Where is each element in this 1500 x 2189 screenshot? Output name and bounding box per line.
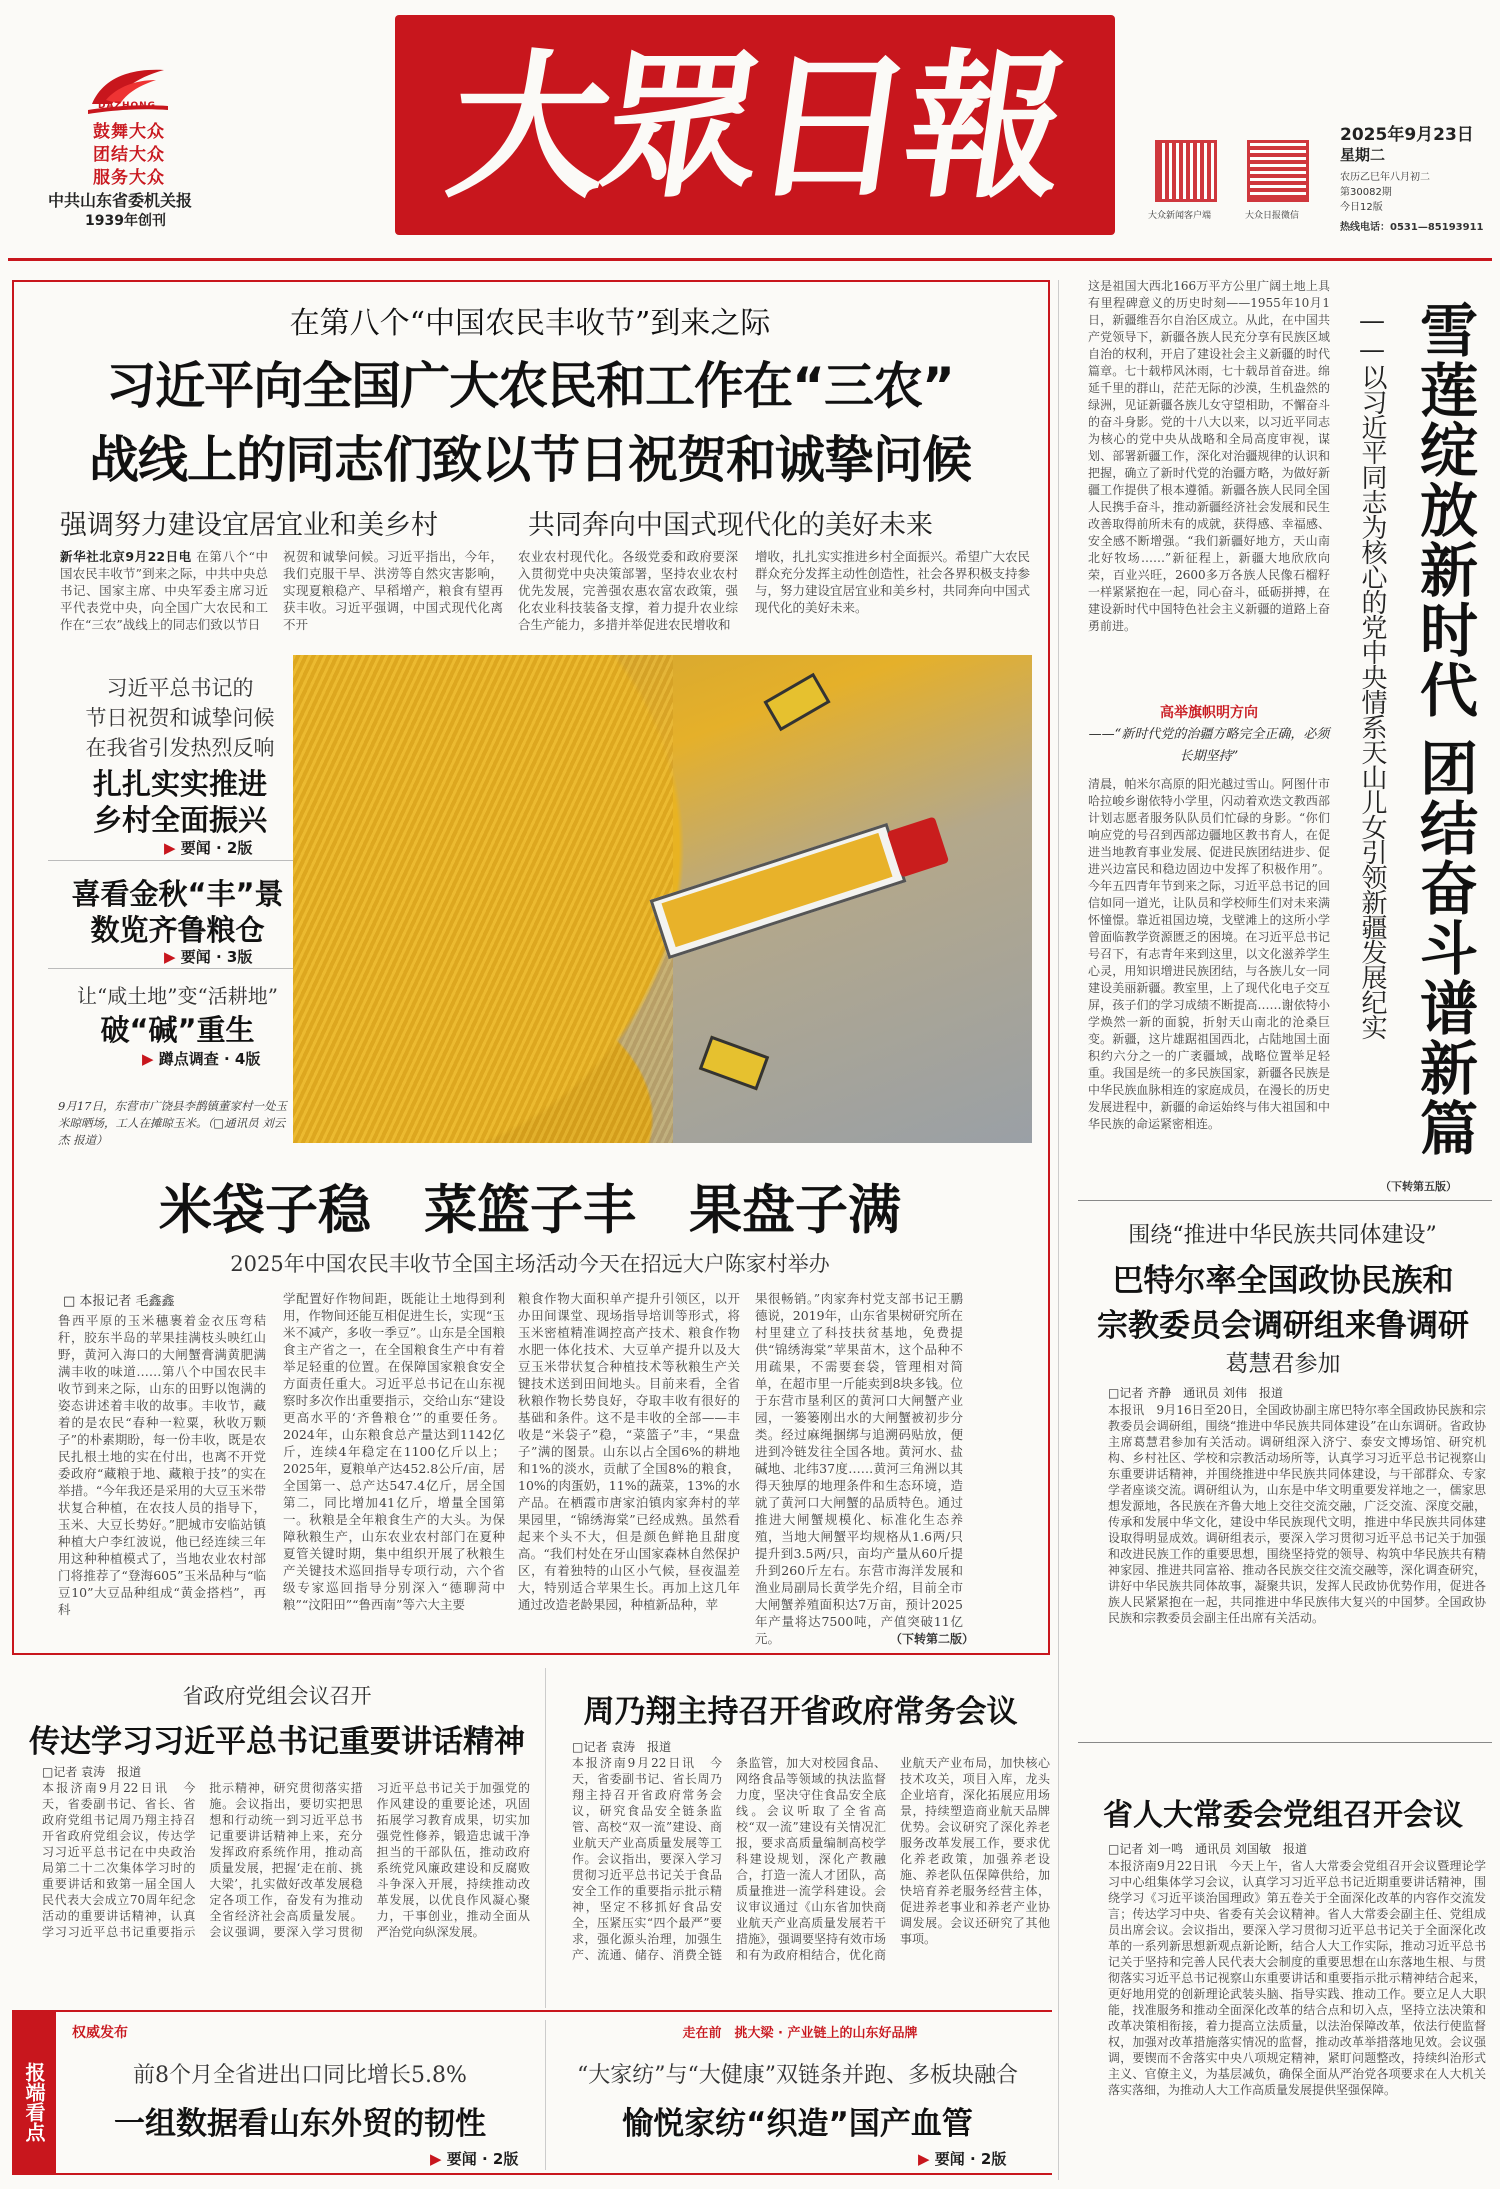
slogan-3: 服务大众 bbox=[93, 168, 165, 188]
cppcc-headline-1: 巴特尔率全国政协民族和 bbox=[1112, 1263, 1454, 1299]
lead-body-col-4: 增收，扎扎实实推进乡村全面振兴。希望广大农民群众充分发挥主动性创造性，社会各界积极支持参与，努力建设宜居宜业和美乡村，共同奔向中国式现代化的美好未来。 bbox=[755, 549, 1031, 615]
qr-code-app bbox=[1155, 140, 1217, 202]
cppcc-body: 本报讯 9月16日至20日，全国政协副主席巴特尔率全国政协民族和宗教委员会调研组，围绕“推进中华民族共同体建设”在山东调研。省政协主席葛慧君参加有关活动。调研组深入济宁、泰安文博场馆、研究机构、乡村社区、学校和宗教活动场所等，认真学习习近平总书记视察山东重要讲话精神，并围绕推进中华民族共同体建设，与干部群众、专家学者座谈交流。调研组认为，山东是中华文明重要发祥地之一，儒家思想发源地，各民族在齐鲁大地上交往交流交融，广泛交流、深度交融，传承和发展中华文化，建设中华民族现代文明，推进中华民族共同体建设取得明显成效。调研组表示，要深入学习贯彻习近平总书记关于加强和改进民族工作的重要思想，围绕坚持党的领导、构筑中华民族共有精神家园、推进共同富裕、推动各民族交往交流交融等，深化调查研究，讲好中华民族共同体故事，凝聚共识，发挥人民政协优势作用，促进各族人民紧紧抱在一起，共同推进中华民族伟大复兴的中国梦。全国政协民族和宗教委员会副主任出席有关活动。 bbox=[1108, 1403, 1486, 1625]
cppcc-byline: □记者 齐静 通讯员 刘伟 报道 bbox=[1108, 1386, 1283, 1400]
xinjiang-col-top: 这是祖国大西北166万平方公里广阔土地上具有里程碑意义的历史时刻——1955年10月1日，新疆维吾尔自治区成立。从此，在中国共产党领导下，新疆各族人民充分享有民族区域自治的权利，开启了建设社会主义新疆的时代篇章。七十载栉风沐雨，七十载昂首奋进。绵延千里的群山，茫茫无际的沙漠，生机盎然的绿洲，见证新疆各族儿女守望相助，不懈奋斗的奋斗身影。党的十八大以来，以习近平同志为核心的党中央从战略和全局高度审视，谋划、部署新疆工作，深化对治疆规律的认识和把握，确立了新时代党的治疆方略，为做好新疆工作提供了根本遵循。新疆各族人民同全国人民携手奋斗，推动新疆经济社会发展和民生改善取得前所未有的成就，获得感、幸福感、安全感不断增强。“我们新疆好地方，天山南北好牧场……”新征程上，新疆大地欣欣向荣，百业兴旺，2600多万各族人民像石榴籽一样紧紧抱在一起，同心奋斗，砥砺拼搏，在建设新时代中国特色社会主义新疆的道路上奋勇前进。 bbox=[1088, 279, 1330, 633]
lead-body-col-1: 新华社北京9月22日电 在第八个“中国农民丰收节”到来之际，中共中央总书记、国家主席、中央军委主席习近平代表党中央，向全国广大农民和工作在“三农”战线上的同志们致以节日 bbox=[60, 549, 269, 632]
harvest-photo bbox=[293, 655, 1032, 1143]
npc-top-rule bbox=[1078, 1742, 1492, 1743]
lead-body-col-2: 祝贺和诚挚问候。习近平指出，今年，我们克服干旱、洪涝等自然灾害影响，实现夏粮稳产、早稻增产，粮食有望再获丰收。习近平强调，中国式现代化离不开 bbox=[283, 549, 503, 632]
xinjiang-title-a: 雪莲绽放新时代 bbox=[1410, 300, 1478, 720]
issue-number: 第30082期 bbox=[1340, 187, 1392, 198]
harvest-col-2: 学配置好作物间距，既能让土地得到利用，作物间还能互相促进生长，实现“玉米不减产，多收一季豆”。山东是全国粮食主产省之一，在全国粮食生产中有着举足轻重的位置。在保障国家粮食安全方面责任重大。习近平总书记在山东视察时多次作出重要指示，交给山东“建设更高水平的‘齐鲁粮仓’”的重要任务。2024年，山东粮食总产量达到1142亿斤，连续4年稳定在1100亿斤以上；2025年，夏粮单产达452.8公斤/亩，居全国第一、总产达547.4亿斤，居全国第二，同比增加41亿斤，增量全国第一。秋粮是全年粮食生产的大头。为保障秋粮生产，山东农业农村部门在夏种夏管关键时期，集中组织开展了秋粮生产关键技术巡回指导专项行动，六个省级专家巡回指导分别深入“德聊菏中粮”“汶阳田”“鲁西南”等六大主要 bbox=[283, 1291, 505, 1612]
bottom-right-ref[interactable]: ▶ 要闻 · 2版 bbox=[918, 2150, 1007, 2168]
xinjiang-section-head: 高举旗帜明方向 bbox=[1160, 705, 1258, 721]
lead-headline-1: 习近平向全国广大农民和工作在“三农” bbox=[106, 357, 954, 415]
sidebar-item1-head2: 乡村全面振兴 bbox=[92, 803, 267, 837]
cppcc-kicker: 围绕“推进中华民族共同体建设” bbox=[1128, 1223, 1437, 1248]
hotline: 热线电话：0531—85193911 bbox=[1340, 222, 1484, 233]
lead-dateline: 新华社北京9月22日电 bbox=[60, 549, 192, 564]
masthead-rule bbox=[8, 258, 1492, 261]
xinjiang-col-bottom: 清晨，帕米尔高原的阳光越过雪山。阿图什市哈拉峻乡谢依特小学里，闪动着欢迭文教西部计划志愿者服务队队员们忙碌的身影。“你们响应党的号召到西部边疆地区教书育人，在促进当地教育事业发展、促进民族团结进步、促进兴边富民和稳边固边中发挥了积极作用”。今年五四青年节到来之际，习近平总书记的回信如同一道光，让队员和学校师生们对未来满怀憧憬。靠近祖国边境，戈壁滩上的这所小学曾面临教学资源匮乏的困境。在习近平总书记号召下，有志青年来到这里，以文化滋养学生心灵，用知识增进民族团结，与各族儿女一同建设美丽新疆。教室里，上了现代化电子交互屏，孩子们的学习成绩不断提高……谢依特小学焕然一新的面貌，折射天山南北的沧桑巨变。新疆，这片雄踞祖国西北，占陆地国土面积约六分之一的广袤疆域，战略位置举足轻重。我国是统一的多民族国家，新疆各民族是中华民族血脉相连的家庭成员，在漫长的历史发展进程中，新疆的命运始终与伟大祖国和中华民族的命运紧密相连。 bbox=[1088, 777, 1330, 1131]
qr-label-wechat: 大众日报微信 bbox=[1245, 211, 1300, 221]
gov1-headline: 传达学习习近平总书记重要讲话精神 bbox=[29, 1724, 525, 1760]
sidebar-item1-head1: 扎扎实实推进 bbox=[92, 767, 267, 801]
gov1-kicker: 省政府党组会议召开 bbox=[182, 1684, 372, 1708]
sidebar-divider-2 bbox=[48, 968, 303, 969]
bottom-right-kicker: “大家纺”与“大健康”双链条并跑、多板块融合 bbox=[577, 2063, 1018, 2088]
xinjiang-bottom-rule bbox=[1078, 1200, 1492, 1201]
gov2-body: 本报济南9月22日讯 今天，省委副书记、省长周乃翔主持召开省政府常务会议，研究食品安全链条监管、高校“双一流”建设、商业航天产业高质量发展等工作。会议指出，要深入学习贯彻习近平总书记关于食品安全工作的重要指示批示精神，坚定不移抓好食品安全，压紧压实“四个最严”要求，强化源头治理，加强生产、流通、储存、消费全链条监管，加大对校园食品、网络食品等领域的执法监督力度，坚决守住食品安全底线。会议听取了全省高校“双一流”建设有关情况汇报，要求高质量编制高校学科建设规划，深化产教融合，打造一流人才团队，高质量推进一流学科建设。会议审议通过《山东省加快商业航天产业高质量发展若干措施》，强调要坚持有效市场和有为政府相结合，优化商业航天产业布局，加快核心技术攻关，项目入库，龙头企业培育，深化拓展应用场景，持续塑造商业航天品牌优势。会议研究了深化养老服务改革发展工作，要求优化养老政策，加强养老设施、养老队伍保障供给，加快培育养老服务经营主体，促进养老事业和养老产业协调发展。会议还研究了其他事项。 bbox=[572, 1756, 1050, 1962]
slogan-1: 鼓舞大众 bbox=[93, 122, 165, 142]
issue-weekday: 星期二 bbox=[1340, 146, 1386, 164]
slogan-2: 团结大众 bbox=[93, 145, 165, 165]
lead-headline-2: 战线上的同志们致以节日祝贺和诚挚问候 bbox=[89, 431, 971, 489]
lead-body-col-3: 农业农村现代化。各级党委和政府要深入贯彻党中央决策部署，坚持农业农村优先发展，完善强农惠农富农政策，强化农业科技装备支撑，着力提升农业综合生产能力，多措并举促进农民增收和 bbox=[518, 549, 738, 632]
harvest-col-1: 鲁西平原的玉米穗裹着金衣压弯秸秆，胶东半岛的苹果挂满枝头映红山野，黄河入海口的大闸蟹膏满黄肥满满丰收的味道……第八个中国农民丰收节到来之际，山东的田野以饱满的姿态讲述着丰收的故事。丰收节，藏着的是农民“春种一粒粟，秋收万颗子”的朴素期盼，每一份丰收，既是农民扎根土地的实在付出，也离不开党委政府“藏粮于地、藏粮于技”的实在举措。“今年我还是采用的大豆玉米带状复合种植，在农技人员的指导下，玉米、大豆长势好。”肥城市安临站镇种植大户李红波说，他已经连续三年用这种种植模式了，当地农业农村部门将推荐了“登海605”玉米品种与“临豆10”大豆品种组成“黄金搭档”，再科 bbox=[58, 1313, 266, 1617]
sidebar-item1-ref[interactable]: ▶ 要闻 · 2版 bbox=[164, 839, 253, 857]
gov2-headline: 周乃翔主持召开省政府常务会议 bbox=[583, 1694, 1018, 1730]
bottom-left-tag: 权威发布 bbox=[72, 2025, 128, 2041]
sidebar-item3-kicker: 让“咸土地”变“活耕地” bbox=[77, 984, 278, 1008]
lower-divider bbox=[545, 1668, 546, 2008]
corn-stripes bbox=[293, 655, 673, 1143]
gov1-byline: □记者 袁涛 报道 bbox=[42, 1765, 142, 1779]
gov1-body: 本报济南9月22日讯 今天，省委副书记、省长、省政府党组书记周乃翔主持召开省政府党组会议，传达学习习近平总书记在中央政治局第二十二次集体学习时的重要讲话和致第一届全国人民代表大会成立70周年纪念活动的重要讲话精神，认真学习习近平总书记重要指示批示精神，研究贯彻落实措施。会议指出，要切实把思想和行动统一到习近平总书记重要讲话精神上来，充分发挥政府系统作用，推动高质量发展，把握‘走在前、挑大梁’，扎实做好改革发展稳定各项工作，奋发有为推动全省经济社会高质量发展。会议强调，要深入学习贯彻习近平总书记关于加强党的作风建设的重要论述，巩固拓展学习教育成果，切实加强党性修养，锻造忠诚干净担当的干部队伍，推动政府系统党风廉政建设和反腐败斗争深入开展，持续推动改革发展，以优良作风凝心聚力，干事创业，推动全面从严治党向纵深发展。 bbox=[42, 1781, 530, 1939]
xinjiang-title-b: 团结奋斗谱新篇 bbox=[1410, 738, 1478, 1158]
sidebar-item1-line1: 习近平总书记的 bbox=[106, 676, 254, 700]
masthead bbox=[0, 0, 1500, 245]
bottom-left-kicker: 前8个月全省进出口同比增长5.8% bbox=[133, 2063, 467, 2088]
photo-caption: 9月17日，东营市广饶县李鹊镇董家村一处玉米晾晒场，工人在摊晾玉米。（□通讯员 刘云杰 报道） bbox=[58, 1099, 287, 1147]
sidebar-item3-head: 破“碱”重生 bbox=[100, 1013, 255, 1047]
qr-label-app: 大众新闻客户端 bbox=[1148, 211, 1212, 221]
gov2-byline: □记者 袁涛 报道 bbox=[572, 1740, 672, 1754]
lead-kicker: 在第八个“中国农民丰收节”到来之际 bbox=[289, 306, 771, 341]
lead-subhead-b: 共同奔向中国式现代化的美好未来 bbox=[528, 510, 933, 541]
sidebar-item2-head1: 喜看金秋“丰”景 bbox=[71, 877, 284, 911]
bottom-vertical-tag-text: 报端看点 bbox=[22, 2062, 46, 2142]
harvest-col-3: 粮食作物大面积单产提升引领区，以开办田间课堂、现场指导培训等形式，将玉米密植精准调控高产技术、粮食作物水肥一体化技术、大豆单产提升以及大豆玉米带状复合种植技术等秋粮生产关键技术送到田间地头。目前来看，全省秋粮作物长势良好，夺取丰收有很好的基础和条件。这不是丰收的全部——丰收是“米袋子”稳，“菜篮子”丰，“果盘子”满的图景。山东以占全国6%的耕地和1%的淡水，贡献了全国8%的粮食，10%的肉蛋奶，11%的蔬菜，13%的水产品。在栖霞市唐家泊镇肉家奔村的苹果园里，“锦绣海棠”已经成熟。虽然看起来个头不大，但是颜色鲜艳且甜度高。“我们村处在牙山国家森林自然保护区，有着独特的山区小气候，昼夜温差大，特别适合苹果生长。再加上这几年通过改造老龄果园，种植新品种，苹 bbox=[518, 1291, 740, 1612]
sidebar-item1-line2: 节日祝贺和诚挚问候 bbox=[85, 706, 275, 730]
xinjiang-subtitle: ——以习近平同志为核心的党中央情系天山儿女引领新疆发展纪实 bbox=[1357, 306, 1387, 1039]
newspaper-title-text: 大眾日報 bbox=[438, 35, 1073, 220]
sidebar-item1-line3: 在我省引发热烈反响 bbox=[85, 736, 275, 760]
qr-code-wechat bbox=[1247, 140, 1309, 202]
bottom-left-ref[interactable]: ▶ 要闻 · 2版 bbox=[430, 2150, 519, 2168]
npc-headline: 省人大常委会党组召开会议 bbox=[1103, 1798, 1463, 1833]
xinjiang-section-quote: ——“新时代党的治疆方略完全正确，必须长期坚持” bbox=[1088, 727, 1330, 764]
npc-body: 本报济南9月22日讯 今天上午，省人大常委会党组召开会议暨理论学习中心组集体学习会议，认真学习习近平总书记近期重要讲话精神，围绕学习《习近平谈治国理政》第五卷关于全面深化改革的内容作交流发言；传达学习中央、省委有关会议精神。省人大常委会副主任、党组成员出席会议。会议指出，要深入学习贯彻习近平总书记关于全面深化改革的一系列新思想新观点新论断，结合人大工作实际，推动习近平总书记关于坚持和完善人民代表大会制度的重要思想在山东落地生根、与贯彻落实习近平总书记视察山东重要讲话和重要指示批示精神结合起来，更好地用党的创新理论武装头脑、指导实践、推动工作。要立足人大职能，找准服务和推动全面深化改革的结合点和切入点，坚持立法决策和改革决策相衔接，着力提高立法质量，以法治保障改革，依法行使监督权，加强对改革措施落实情况的监督，推动改革举措落地见效。会议强调，要锲而不舍落实中央八项规定精神，紧盯问题整改，持续纠治形式主义、官僚主义，为基层减负，确保全面从严治党各项要求在人大机关落实落细，为推动人大工作高质量发展提供坚强保障。 bbox=[1108, 1859, 1486, 2097]
cppcc-headline-2: 宗教委员会调研组来鲁调研 bbox=[1097, 1308, 1469, 1344]
sidebar-divider-1 bbox=[48, 860, 303, 861]
harvest-subhead: 2025年中国农民丰收节全国主场活动今天在招远大户陈家村举办 bbox=[230, 1252, 830, 1276]
bottom-left-headline: 一组数据看山东外贸的韧性 bbox=[114, 2106, 486, 2142]
founded-year: 1939年创刊 bbox=[85, 213, 166, 229]
party-organ: 中共山东省委机关报 bbox=[48, 191, 193, 210]
harvest-byline: □ 本报记者 毛鑫鑫 bbox=[63, 1294, 175, 1309]
page-count: 今日12版 bbox=[1340, 202, 1383, 213]
bottom-right-tag: 走在前 挑大梁 · 产业链上的山东好品牌 bbox=[682, 2026, 918, 2041]
cppcc-subhead: 葛慧君参加 bbox=[1225, 1351, 1341, 1377]
harvest-continue[interactable]: （下转第二版） bbox=[890, 1632, 975, 1646]
harvest-col-4: 果很畅销。”肉家奔村党支部书记王鹏德说，2019年，山东省果树研究所在村里建立了科技扶贫基地，免费提供“锦绣海棠”苹果苗木，这个品种不用疏果，不需要套袋，管理相对简单，在超市里一斤能卖到8块多钱。位于东营市垦利区的黄河口大闸蟹产业园，一篓篓刚出水的大闸蟹被初步分类。经过麻绳捆绑与追溯码贴放，便进到冷链发往全国各地。黄河水、盐碱地、北纬37度……黄河三角洲以其得天独厚的地理条件和生态环境，造就了黄河口大闸蟹的品质特色。通过推进大闸蟹规模化、标准化生态养殖，当地大闸蟹平均规格从1.6两/只提升到3.5两/只，亩均产量从60斤提升到260斤左右。东营市海洋发展和渔业局副局长黄学先介绍，目前全市大闸蟹养殖面积达7万亩，预计2025年产量将达7500吨，产值突破11亿元。 bbox=[755, 1291, 963, 1646]
xinjiang-continue[interactable]: （下转第五版） bbox=[1380, 1180, 1457, 1193]
logo-text: DAZHONG bbox=[98, 101, 157, 111]
lunar-date: 农历乙巳年八月初二 bbox=[1340, 172, 1430, 183]
sidebar-item2-ref[interactable]: ▶ 要闻 · 3版 bbox=[164, 948, 253, 966]
npc-byline: □记者 刘一鸣 通讯员 刘国敏 报道 bbox=[1108, 1842, 1307, 1856]
sidebar-item2-head2: 数览齐鲁粮仓 bbox=[90, 913, 265, 947]
lead-subhead-a: 强调努力建设宜居宜业和美乡村 bbox=[60, 510, 438, 541]
harvest-headline: 米袋子稳 菜篮子丰 果盘子满 bbox=[159, 1180, 901, 1241]
bottom-strip-divider bbox=[545, 2020, 546, 2170]
issue-date: 2025年9月23日 bbox=[1340, 125, 1474, 145]
right-col-divider bbox=[1058, 280, 1059, 2180]
bottom-right-headline: 愉悦家纺“织造”国产血管 bbox=[622, 2106, 973, 2142]
sidebar-item3-ref[interactable]: ▶ 蹲点调查 · 4版 bbox=[142, 1050, 261, 1068]
